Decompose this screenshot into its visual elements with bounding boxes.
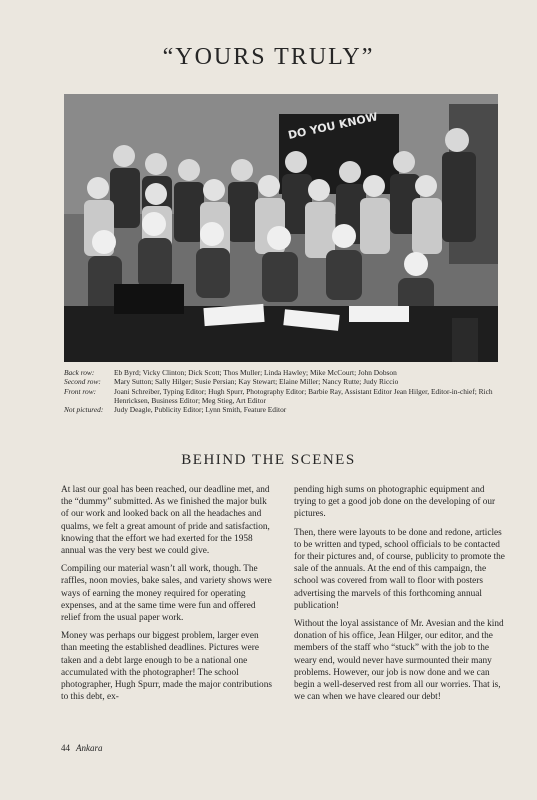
caption-text: Eb Byrd; Vicky Clinton; Dick Scott; Thos Muller; Linda Hawley; Mike McCourt; John Dobson	[114, 368, 397, 377]
caption-text: Joani Schreiber, Typing Editor; Hugh Spurr, Photography Editor; Barbie Ray, Assistant Editor Jean Hilger, Editor-in-chief; Rich Henricksen, Business Editor; Meg Stieg, Art Editor	[114, 386, 493, 405]
photo-illustration	[64, 94, 498, 362]
page-footer	[61, 743, 103, 753]
article-paragraph: Without the loyal assistance of Mr. Avesian and the kind donation of his office, Jean Hilger, our editor, and the members of the staff who “stuck” with the job to the weary end, would never have surmounted their many problems. However, our job is now done and we can begin a well-deserved rest from all our worries. That is, we can when we have cleared our debt!	[294, 619, 504, 703]
article-paragraph: pending high sums on photographic equipment and trying to get a good job done on the developing of our pictures.	[294, 485, 496, 520]
caption-back-row	[64, 368, 504, 377]
caption-second-row	[64, 377, 504, 386]
article-paragraph: Money was perhaps our biggest problem, larger even than meeting the established deadlines. Pictures were taken and a debt large enough to be a national one accumulated with the photographer! The school photographer, Hugh Spurr, made the major contributions to this debt, ex-	[61, 631, 272, 703]
caption-label: Front row:	[64, 386, 97, 396]
caption-text: Judy Deagle, Publicity Editor; Lynn Smith, Feature Editor	[114, 405, 287, 415]
page-number: 44	[61, 743, 70, 753]
caption-label: Back row:	[64, 368, 95, 377]
caption-front-row	[64, 387, 504, 406]
photo-captions	[64, 368, 504, 414]
staff-group-photo	[64, 94, 498, 362]
book-name: Ankara	[76, 743, 103, 753]
caption-label: Not pictured:	[64, 405, 104, 415]
table	[64, 306, 498, 362]
bulletin-sign-text: DO YOU KNOW	[286, 110, 379, 142]
typewriter	[114, 284, 184, 314]
article-column-left	[61, 484, 273, 709]
article-paragraph: Then, there were layouts to be done and redone, articles to be written and typed, school officials to be contacted for their pictures and, of course, publicity to promote the sale of the annuals. At the end of this campaign, the school was covered from wall to floor with posters advertising the marvels of this forthcoming annual publication!	[294, 527, 505, 611]
caption-not-pictured	[64, 405, 504, 414]
caption-label: Second row:	[64, 377, 101, 387]
article-paragraph: At last our goal has been reached, our deadline met, and the “dummy” submitted. As we finished the major bulk of our work and looked back on all the headaches and qualms, we felt a great amount of pride and satisfaction, knowing that the effort we had exerted for the 1958 annual was the very best we could give.	[61, 485, 270, 557]
section-heading: BEHIND THE SCENES	[181, 452, 356, 468]
caption-text: Mary Sutton; Sally Hilger; Susie Persian; Kay Stewart; Elaine Miller; Nancy Rutte; Judy Riccio	[114, 377, 399, 387]
article-column-right	[294, 484, 506, 709]
page-title: “YOURS TRULY”	[162, 44, 375, 70]
article-paragraph: Compiling our material wasn’t all work, though. The raffles, noon movies, bake sales, and variety shows were ways of earning the money required for operating expenses, and at the same time were fun and offered relief from the usual paper work.	[61, 564, 272, 624]
